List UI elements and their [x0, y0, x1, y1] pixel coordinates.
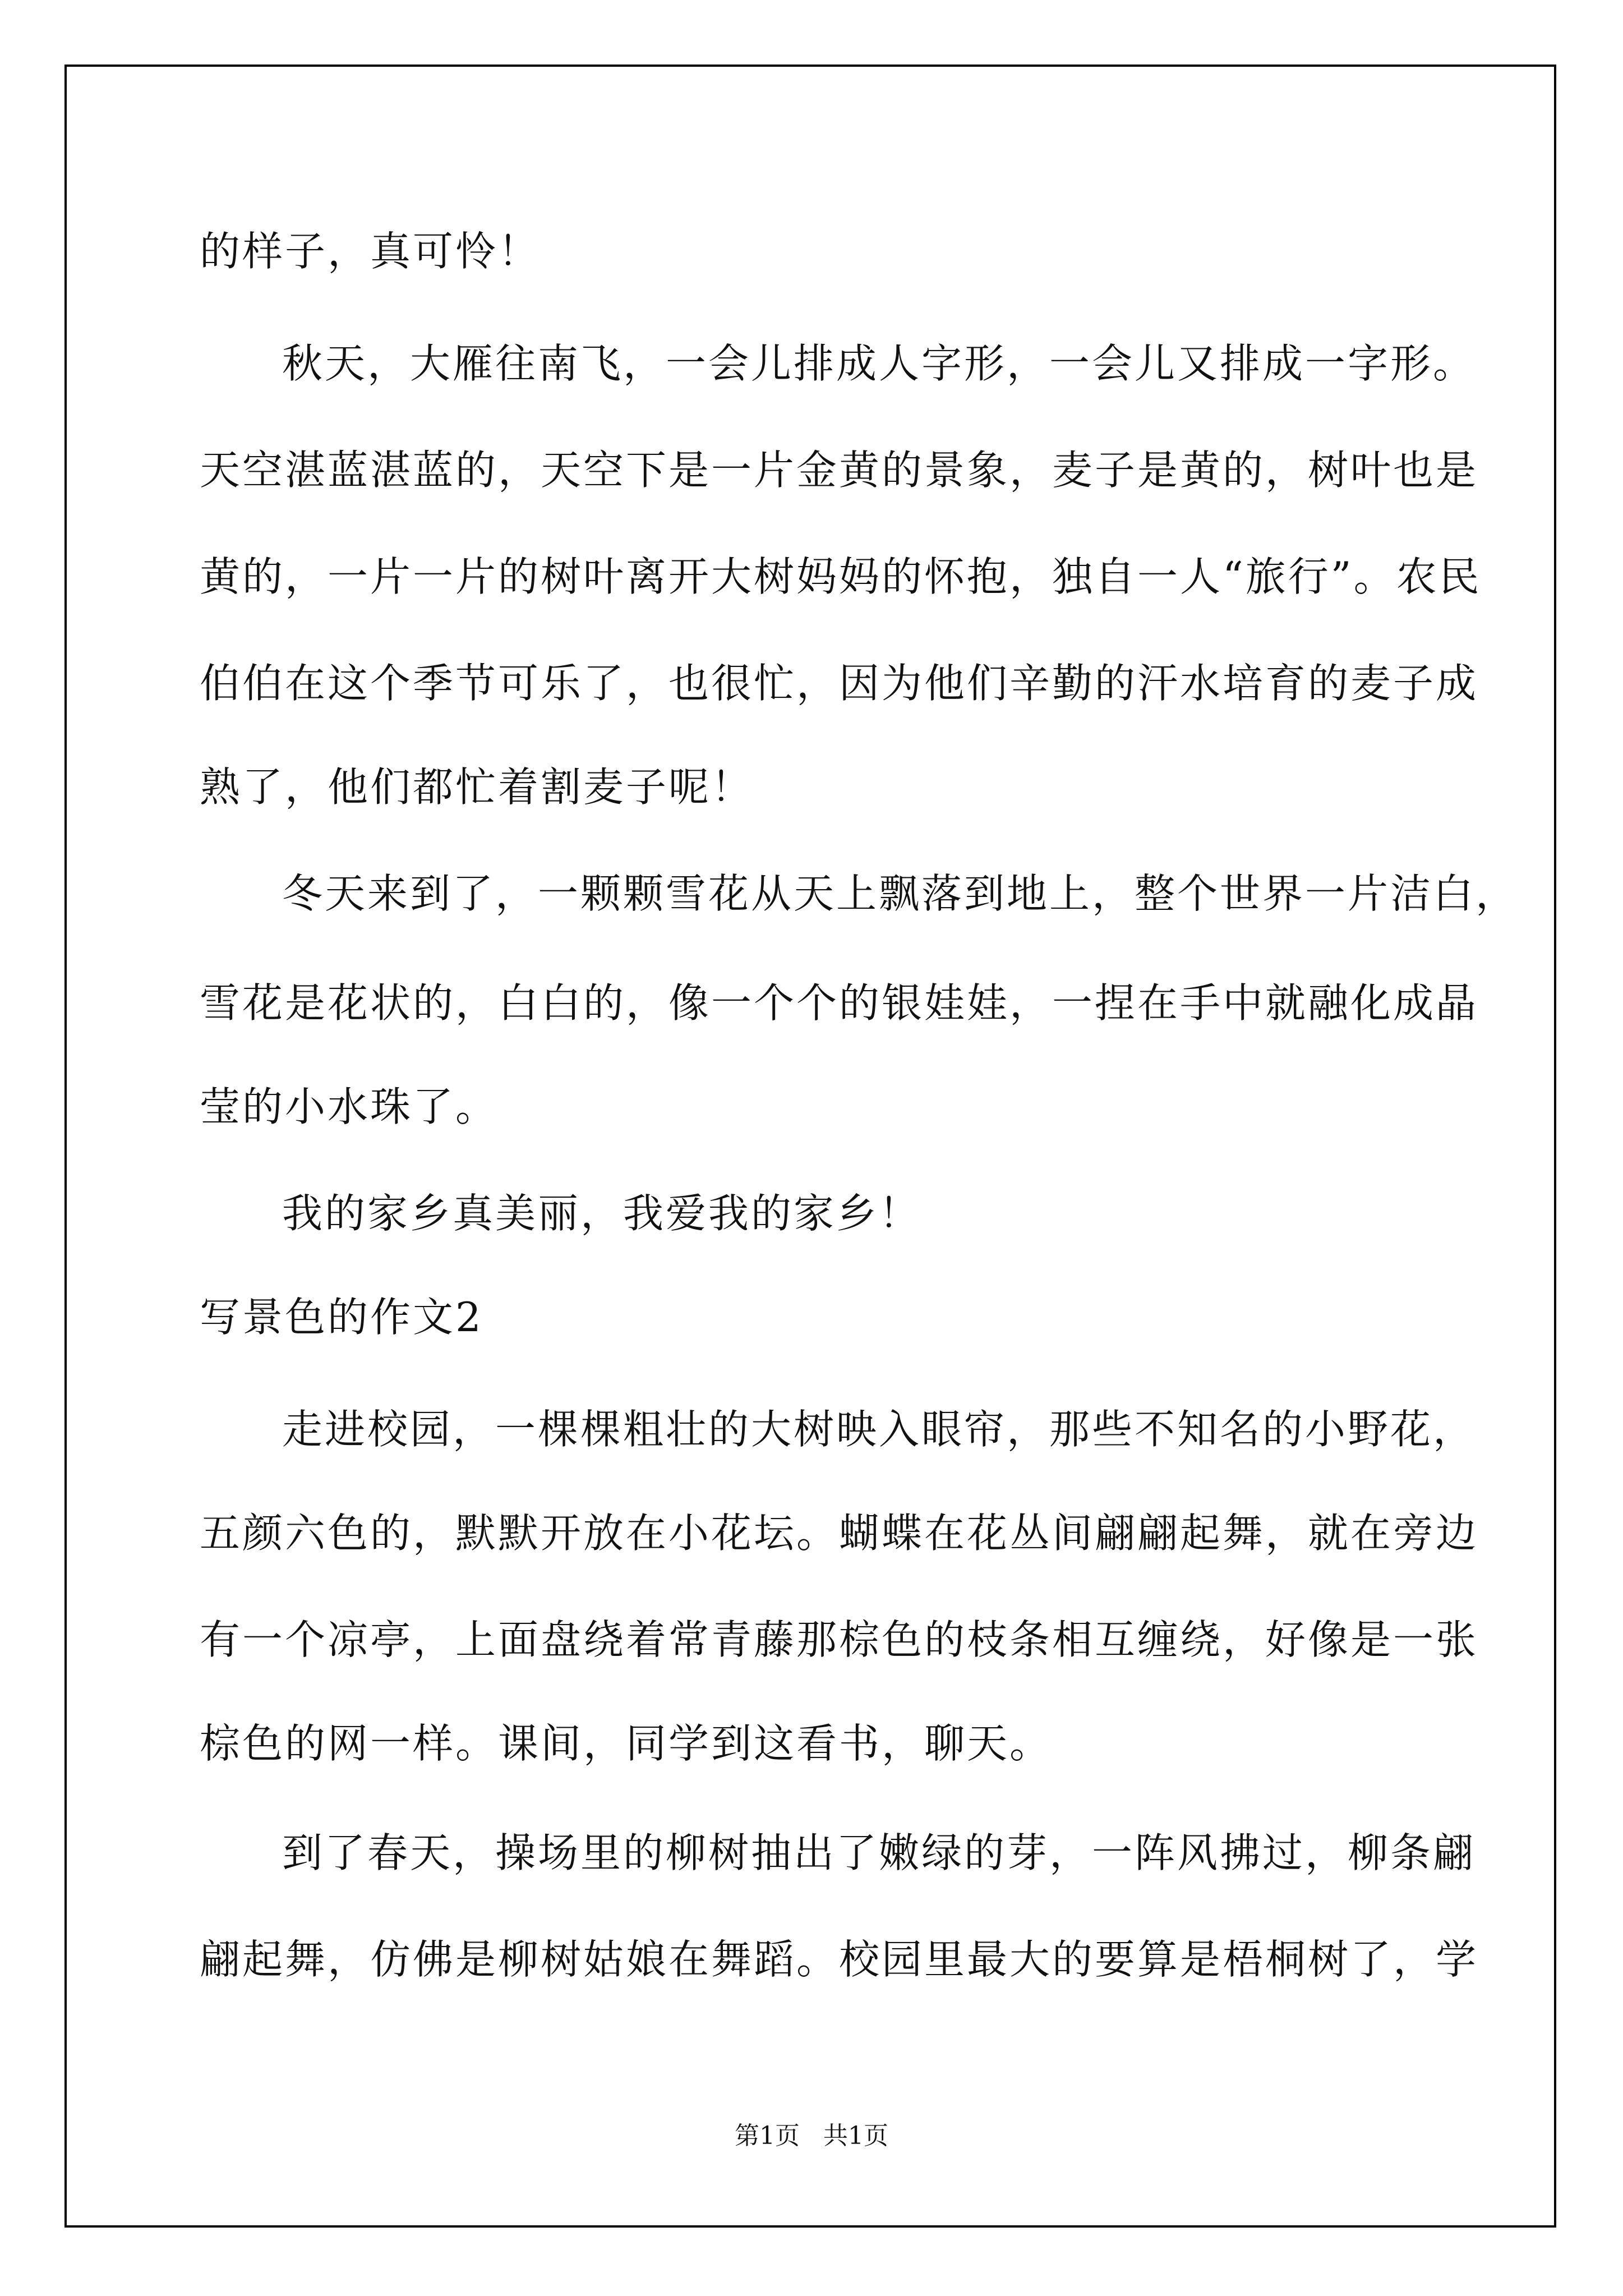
text-line: 黄的，一片一片的树叶离开大树妈妈的怀抱，独自一人“旅行”。农民 — [200, 553, 1482, 600]
section-heading: 写景色的作文2 — [200, 1294, 483, 1341]
text-line: 翩起舞，仿佛是柳树姑娘在舞蹈。校园里最大的要算是梧桐树了，学 — [200, 1936, 1479, 1983]
text-line: 到了春天，操场里的柳树抽出了嫩绿的芽，一阵风拂过，柳条翩 — [282, 1829, 1476, 1876]
text-line: 莹的小水珠了。 — [200, 1083, 499, 1130]
text-line: 有一个凉亭，上面盘绕着常青藤那棕色的枝条相互缠绕，好像是一张 — [200, 1616, 1479, 1663]
text-line: 冬天来到了，一颗颗雪花从天上飘落到地上，整个世界一片洁白， — [282, 870, 1519, 917]
text-line: 天空湛蓝湛蓝的，天空下是一片金黄的景象，麦子是黄的，树叶也是 — [200, 447, 1479, 494]
text-line: 走进校园，一棵棵粗壮的大树映入眼帘，那些不知名的小野花， — [282, 1406, 1476, 1453]
text-line: 的样子，真可怜！ — [200, 228, 541, 275]
text-line: 伯伯在这个季节可乐了，也很忙，因为他们辛勤的汗水培育的麦子成 — [200, 660, 1479, 707]
text-line: 我的家乡真美丽，我爱我的家乡！ — [282, 1190, 922, 1237]
text-line: 棕色的网一样。课间，同学到这看书，聊天。 — [200, 1720, 1053, 1767]
text-line: 秋天，大雁往南飞，一会儿排成人字形，一会儿又排成一字形。 — [282, 340, 1476, 387]
text-line: 雪花是花状的，白白的，像一个个的银娃娃，一捏在手中就融化成晶 — [200, 979, 1479, 1027]
page-number-footer: 第1页 共1页 — [735, 2122, 888, 2150]
text-line: 熟了，他们都忙着割麦子呢！ — [200, 763, 754, 811]
text-line: 五颜六色的，默默开放在小花坛。蝴蝶在花丛间翩翩起舞，就在旁边 — [200, 1510, 1479, 1557]
